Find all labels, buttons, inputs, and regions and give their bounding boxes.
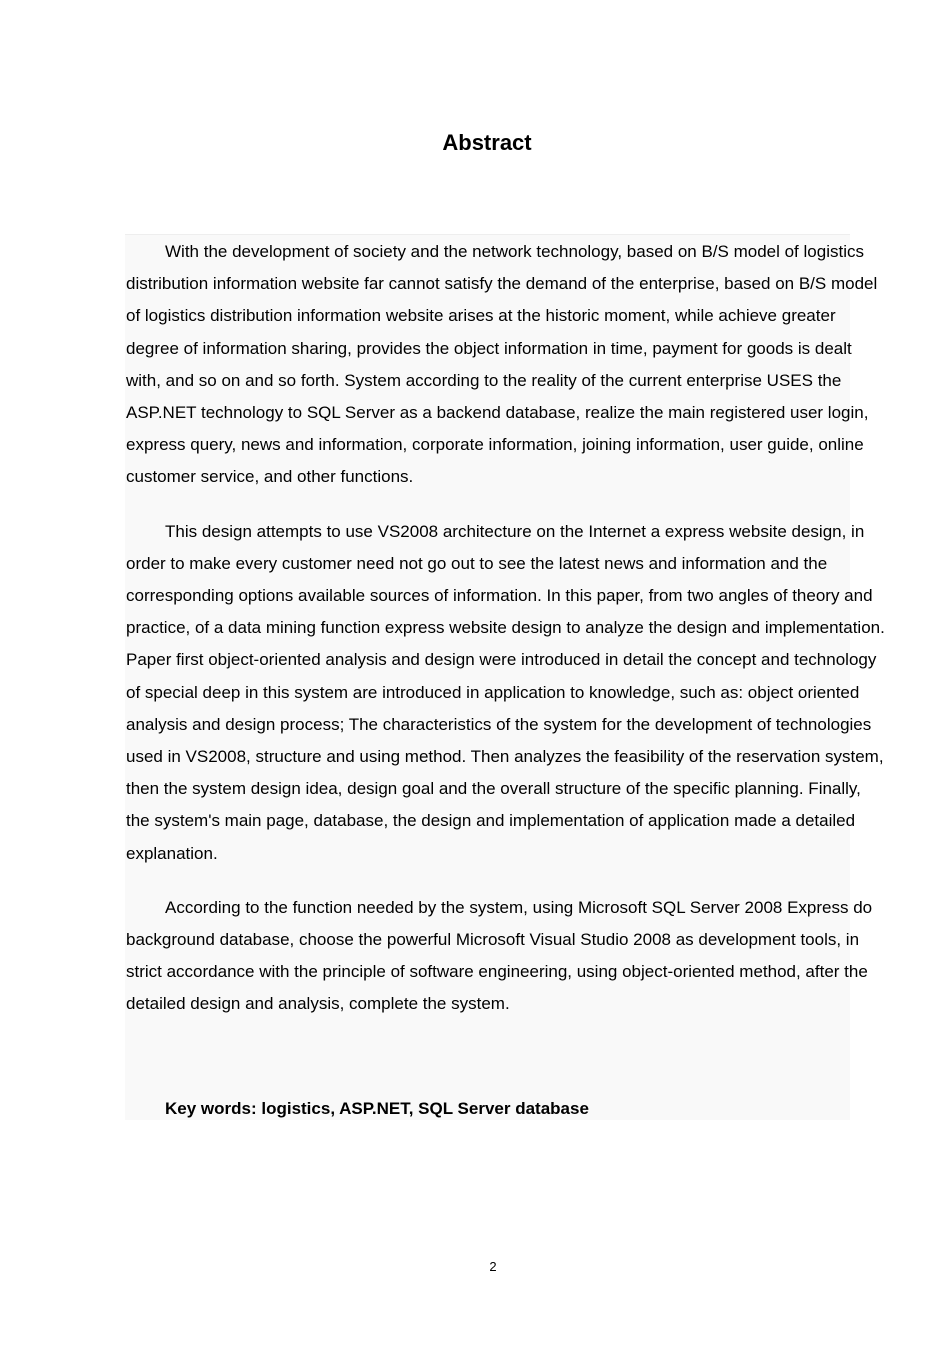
abstract-body (126, 236, 886, 1043)
abstract-paragraph-3: According to the function needed by the system, using Microsoft SQL Server 2008 Express do background database, choose the powerful Microsoft Visual Studio 2008 as development tools, in strict accordance with the principle of software engineering, using object-oriented method, after the detailed design and analysis, complete the system. (126, 897, 873, 1014)
page-title: Abstract (442, 130, 532, 155)
abstract-paragraph-2: This design attempts to use VS2008 architecture on the Internet a express website design, in order to make every customer need not go out to see the latest news and information and the corresponding options available sources of information. In this paper, from two angles of theory and practice, of a data mining function express website design to analyze the design and implementation. Paper first object-oriented analysis and design were introduced in detail the concept and technology of special deep in this system are introduced in application to knowledge, such as: object oriented analysis and design process; The characteristics of the system for the development of technologies used in VS2008, structure and using method. Then analyzes the feasibility of the reservation system, then the system design idea, design goal and the overall structure of the specific planning. Finally, the system's main page, database, the design and implementation of application made a detailed explanation. (126, 521, 885, 863)
page-number: 2 (489, 1259, 497, 1274)
abstract-paragraph-1: With the development of society and the network technology, based on B/S model of logistics distribution information website far cannot satisfy the demand of the enterprise, based on B/S model of logistics distribution information website arises at the historic moment, while achieve greater degree of information sharing, provides the object information in time, payment for goods is dealt with, and so on and so forth. System according to the reality of the current enterprise USES the ASP.NET technology to SQL Server as a backend database, realize the main registered user login, express query, news and information, corporate information, joining information, user guide, online customer service, and other functions. (126, 242, 878, 487)
keywords-line: Key words: logistics, ASP.NET, SQL Server database (165, 1099, 589, 1118)
